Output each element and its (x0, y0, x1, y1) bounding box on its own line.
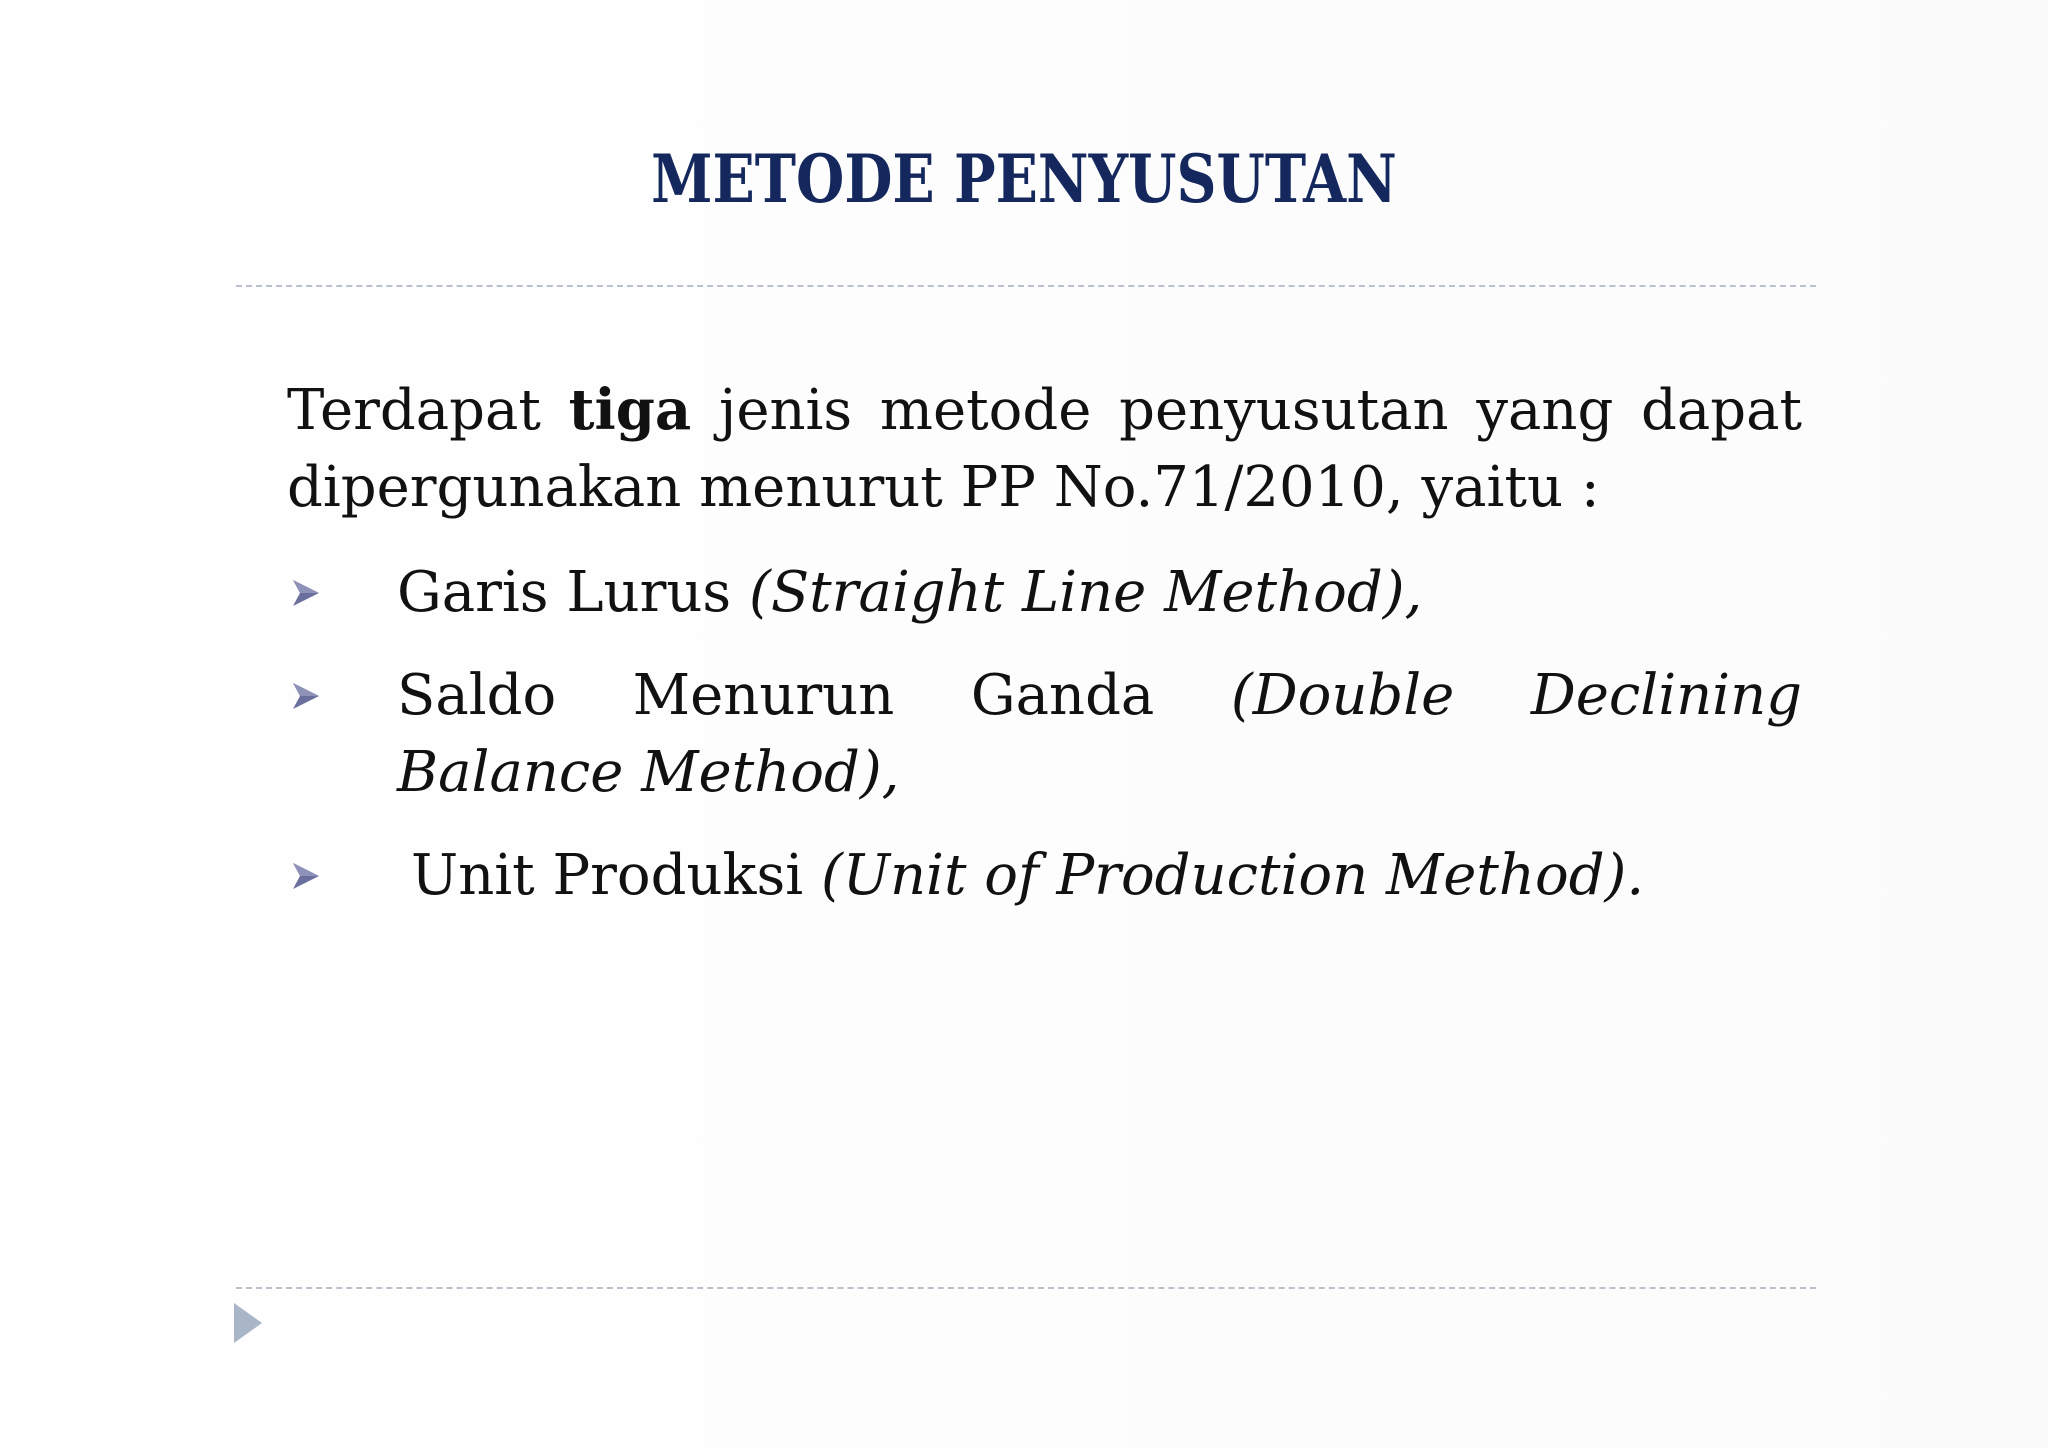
intro-bold-word: tiga (568, 377, 692, 443)
intro-text-before: Terdapat (287, 378, 569, 443)
list-item (287, 837, 1802, 914)
bottom-divider (236, 1287, 1816, 1289)
method-english: (Double Declining Balance Method), (397, 663, 1803, 805)
method-name: Garis Lurus (397, 560, 749, 625)
intro-text-after: jenis metode penyusutan yang dapat dipergunakan menurut PP No.71/2010, yaitu : (287, 378, 1802, 520)
method-name: Unit Produksi (411, 843, 821, 908)
arrowhead-bullet-icon (291, 837, 321, 914)
slide-body (287, 372, 1802, 914)
intro-paragraph (287, 372, 1802, 526)
list-item-text (397, 663, 1802, 805)
method-english: (Straight Line Method), (748, 560, 1423, 625)
top-divider (236, 285, 1816, 287)
method-name: Saldo Menurun Ganda (397, 663, 1231, 728)
list-item-text (397, 560, 1422, 625)
list-item (287, 554, 1802, 631)
list-item (287, 657, 1802, 811)
triangle-right-icon[interactable] (234, 1303, 262, 1343)
arrowhead-bullet-icon (291, 657, 321, 734)
slide-title: METODE PENYUSUTAN (651, 140, 1397, 218)
list-item-text (397, 843, 1644, 908)
method-list (287, 554, 1802, 914)
method-english: (Unit of Production Method). (820, 843, 1645, 908)
arrowhead-bullet-icon (291, 554, 321, 631)
